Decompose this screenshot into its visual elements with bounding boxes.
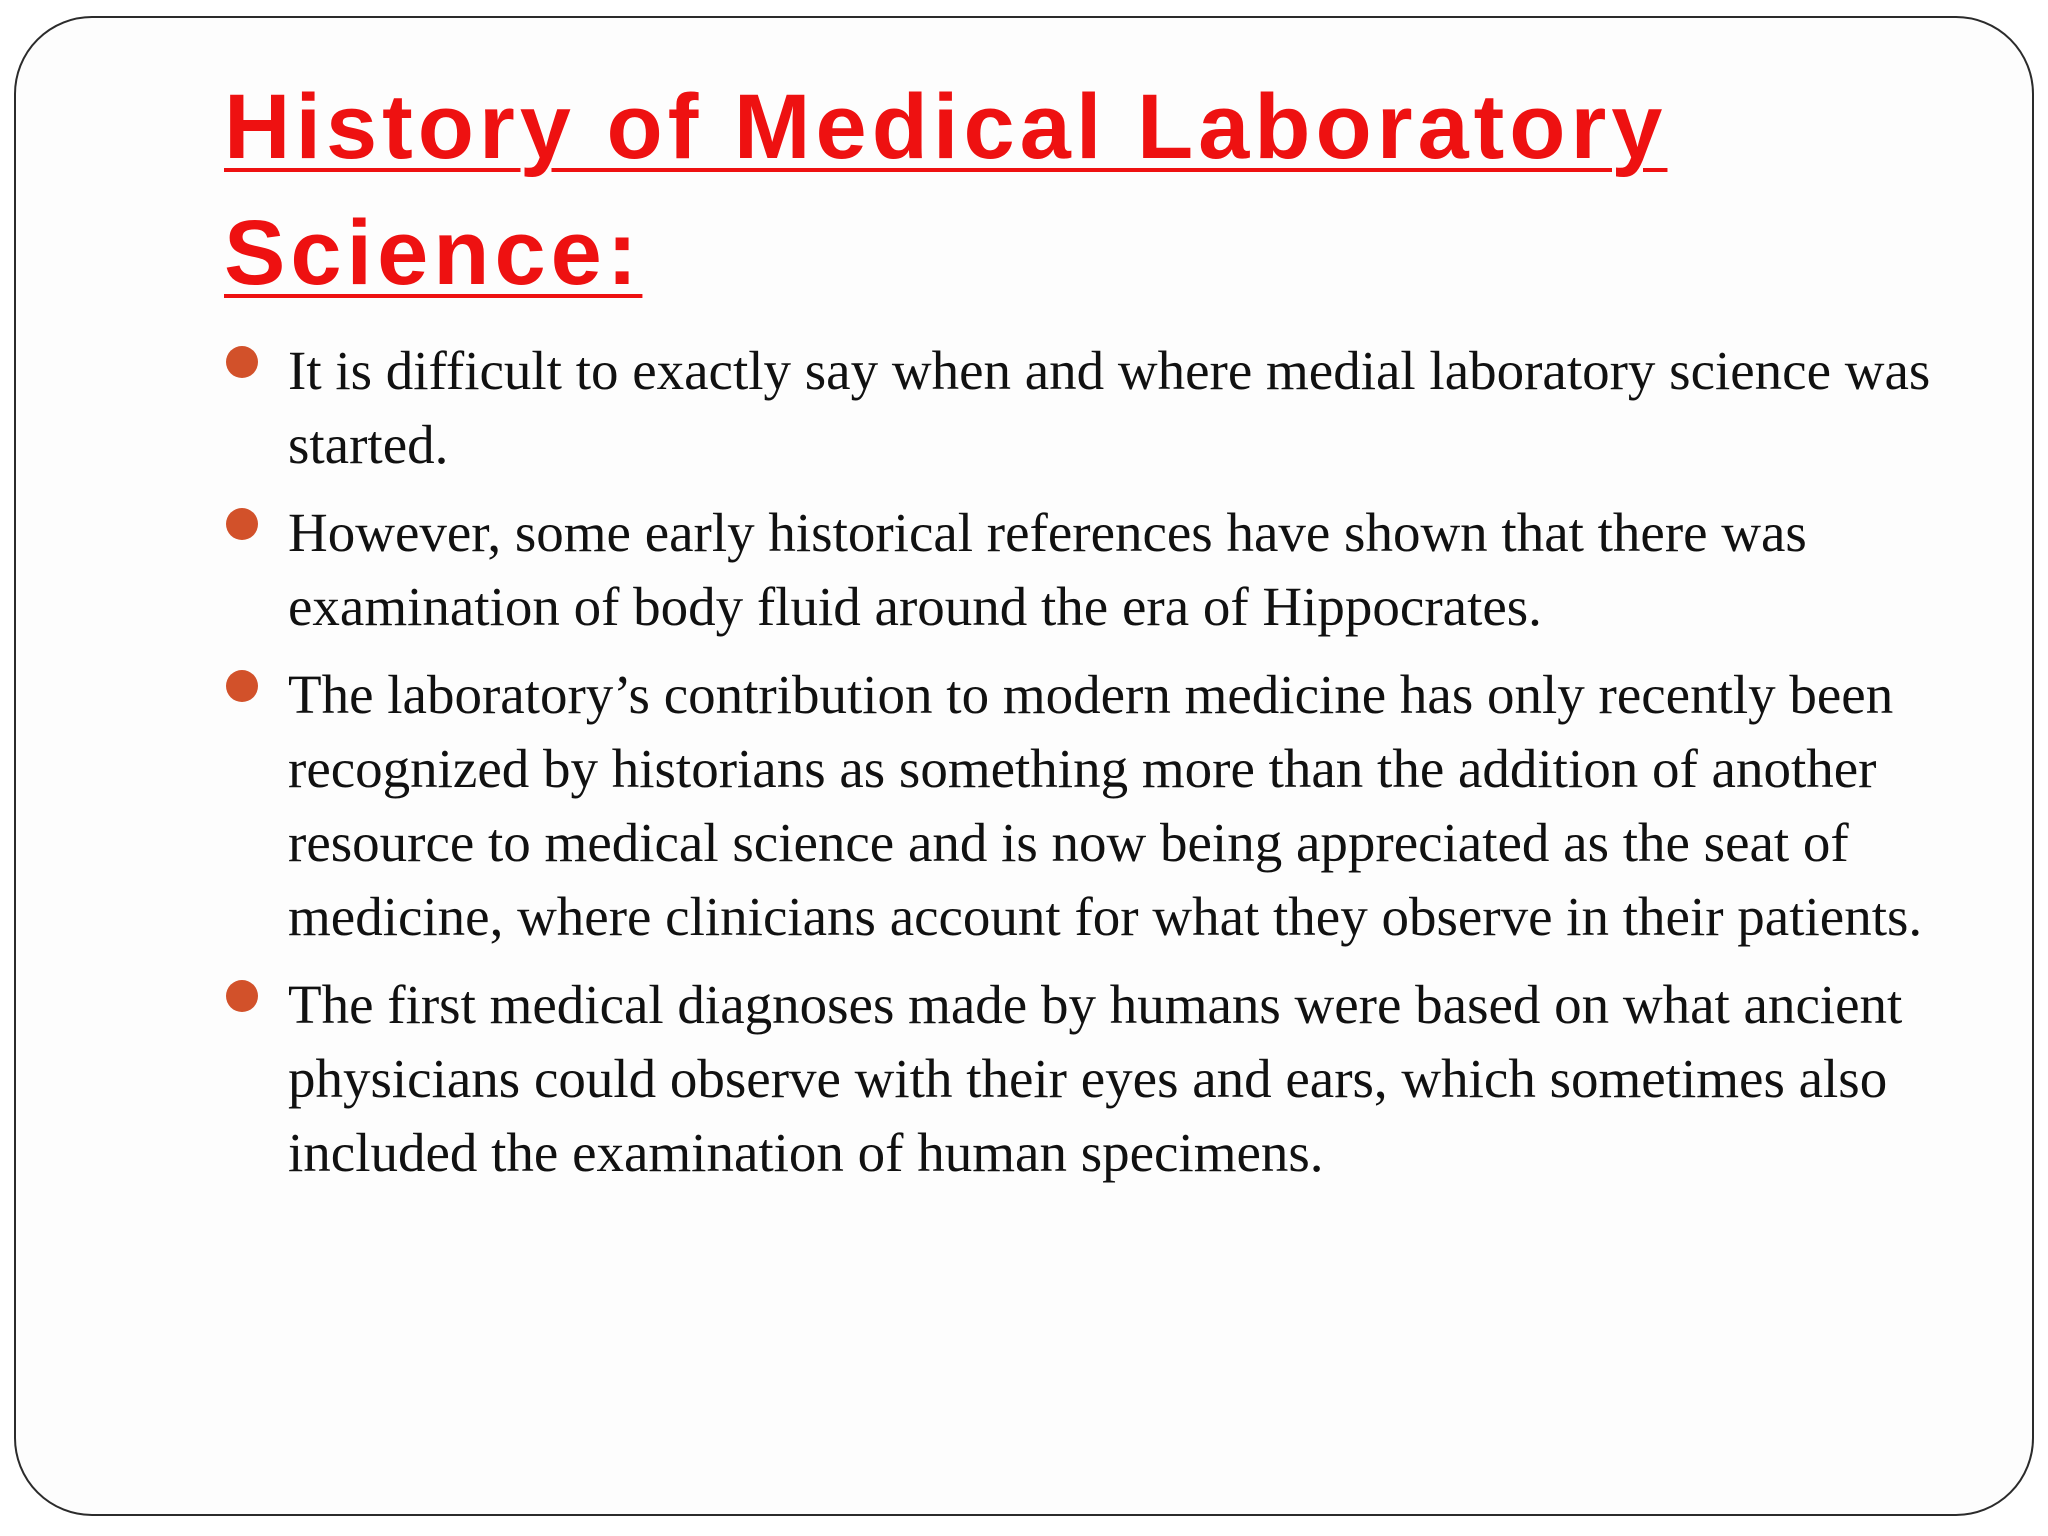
bullet-dot-icon [226,980,258,1012]
bullet-dot-icon [226,670,258,702]
bullet-list [224,334,1944,1204]
bullet-item [224,334,1944,482]
bullet-dot-icon [226,346,258,378]
bullet-text: It is difficult to exactly say when and where medial laboratory science was started. [288,340,1931,475]
bullet-dot-icon [226,508,258,540]
bullet-text: The first medical diagnoses made by humans were based on what ancient physicians could observe with their eyes and ears, which sometimes also included the examination of human specimens. [288,974,1903,1183]
bullet-text: The laboratory’s contribution to modern medicine has only recently been recognized by historians as something more than the addition of another resource to medical science and is now being appreciated as the seat of medicine, where clinicians account for what they observe in their patients. [288,664,1923,947]
slide-title: History of Medical Laboratory Science: [224,76,1668,304]
bullet-item [224,968,1944,1190]
bullet-text: However, some early historical references have shown that there was examination of body fluid around the era of Hippocrates. [288,502,1807,637]
bullet-item [224,496,1944,644]
bullet-item [224,658,1944,954]
